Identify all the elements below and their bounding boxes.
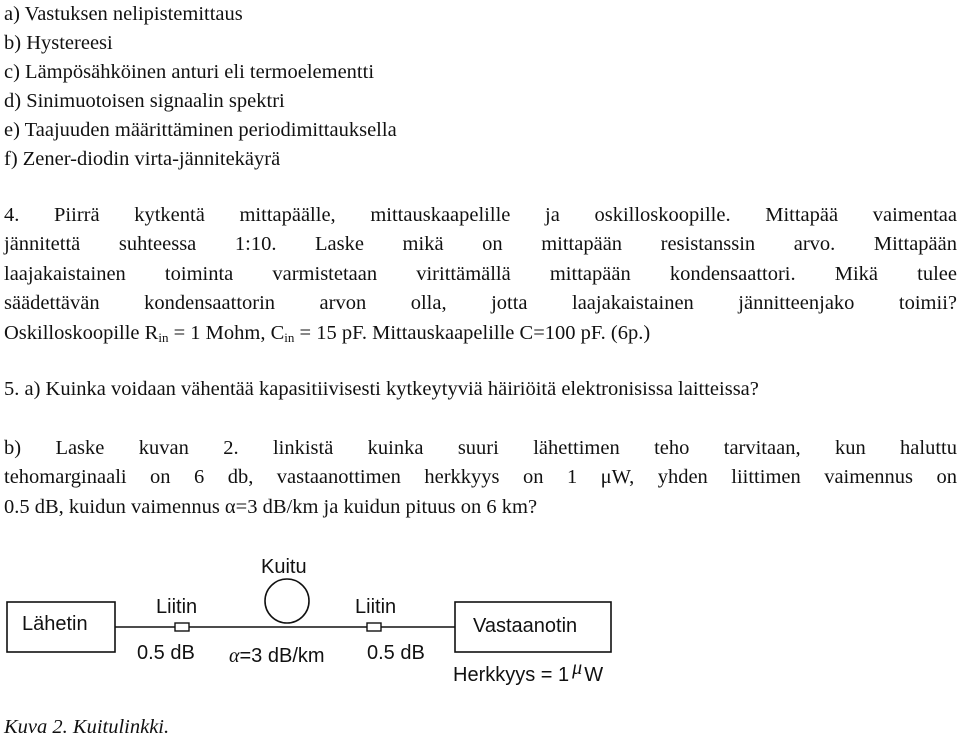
question-5b [4,434,957,522]
question-5b-line-2: tehomarginaali on 6 db, vastaanottimen herkkyys on 1 μW, yhden liittimen vaimennus on [4,466,957,489]
q4-sub-in-r: in [158,329,169,345]
topic-e: e) Taajuuden määrittäminen periodimittauksella [4,119,397,141]
q4-scope-r: Oskilloskoopille R [4,321,159,344]
question-4-line-2: jännitettä suhteessa 1:10. Laske mikä on mittapään resistanssin arvo. Mittapään [4,233,957,256]
q4-cable: = 15 pF. Mittauskaapelille C=100 pF. (6p.) [294,321,651,344]
question-4-line-5 [4,319,957,348]
transmitter-label: Lähetin [22,613,88,635]
question-4-line-1: 4. Piirrä kytkentä mittapäälle, mittauskaapelille ja oskilloskoopille. Mittapää vaimentaa [4,204,957,226]
topic-f: f) Zener-diodin virta-jännitekäyrä [4,148,281,170]
fiber-attenuation [229,645,325,667]
fiber-attenuation-value: =3 dB/km [239,645,325,667]
q4-scope-c: = 1 Mohm, C [168,321,285,344]
fiber-spool [265,579,309,623]
question-4-line-4: säädettävän kondensaattorin arvon olla, jotta laajakaistainen jännitteenjako toimii? [4,292,957,315]
receiver-label: Vastaanotin [473,615,578,637]
topic-b: b) Hystereesi [4,32,113,54]
question-4-line-3: laajakaistainen toiminta varmistetaan virittämällä mittapään kondensaattori. Mikä tulee [4,262,957,285]
question-5a: 5. a) Kuinka voidaan vähentää kapasitiivisesti kytkeytyviä häiriöitä elektronisissa laitteissa? [4,378,759,400]
question-5b-line-1: b) Laske kuvan 2. linkistä kuinka suuri lähettimen teho tarvitaan, kun haluttu [4,437,957,459]
connector-1-loss: 0.5 dB [137,642,195,664]
connector-2-loss: 0.5 dB [367,642,425,664]
sensitivity-prefix: Herkkyys = 1 [453,664,570,686]
figure-caption: Kuva 2. Kuitulinkki. [4,716,170,738]
connector-1 [175,623,189,631]
connector-1-label: Liitin [156,596,198,618]
question-5b-line-3: 0.5 dB, kuidun vaimennus α=3 dB/km ja kuidun pituus on 6 km? [4,495,538,518]
sensitivity-unit: W [584,664,604,686]
topic-a: a) Vastuksen nelipistemittaus [4,3,243,25]
fiber-label: Kuitu [261,556,307,578]
q4-sub-in-c: in [284,329,295,345]
connector-2-label: Liitin [355,596,397,618]
sensitivity-label [453,657,604,686]
question-4 [4,201,957,348]
connector-2 [367,623,381,631]
alpha-symbol: α [229,645,240,667]
topic-d: d) Sinimuotoisen signaalin spektri [4,90,285,112]
topic-c: c) Lämpösähköinen anturi eli termoelementti [4,61,375,83]
mu-symbol: μ [572,657,583,679]
